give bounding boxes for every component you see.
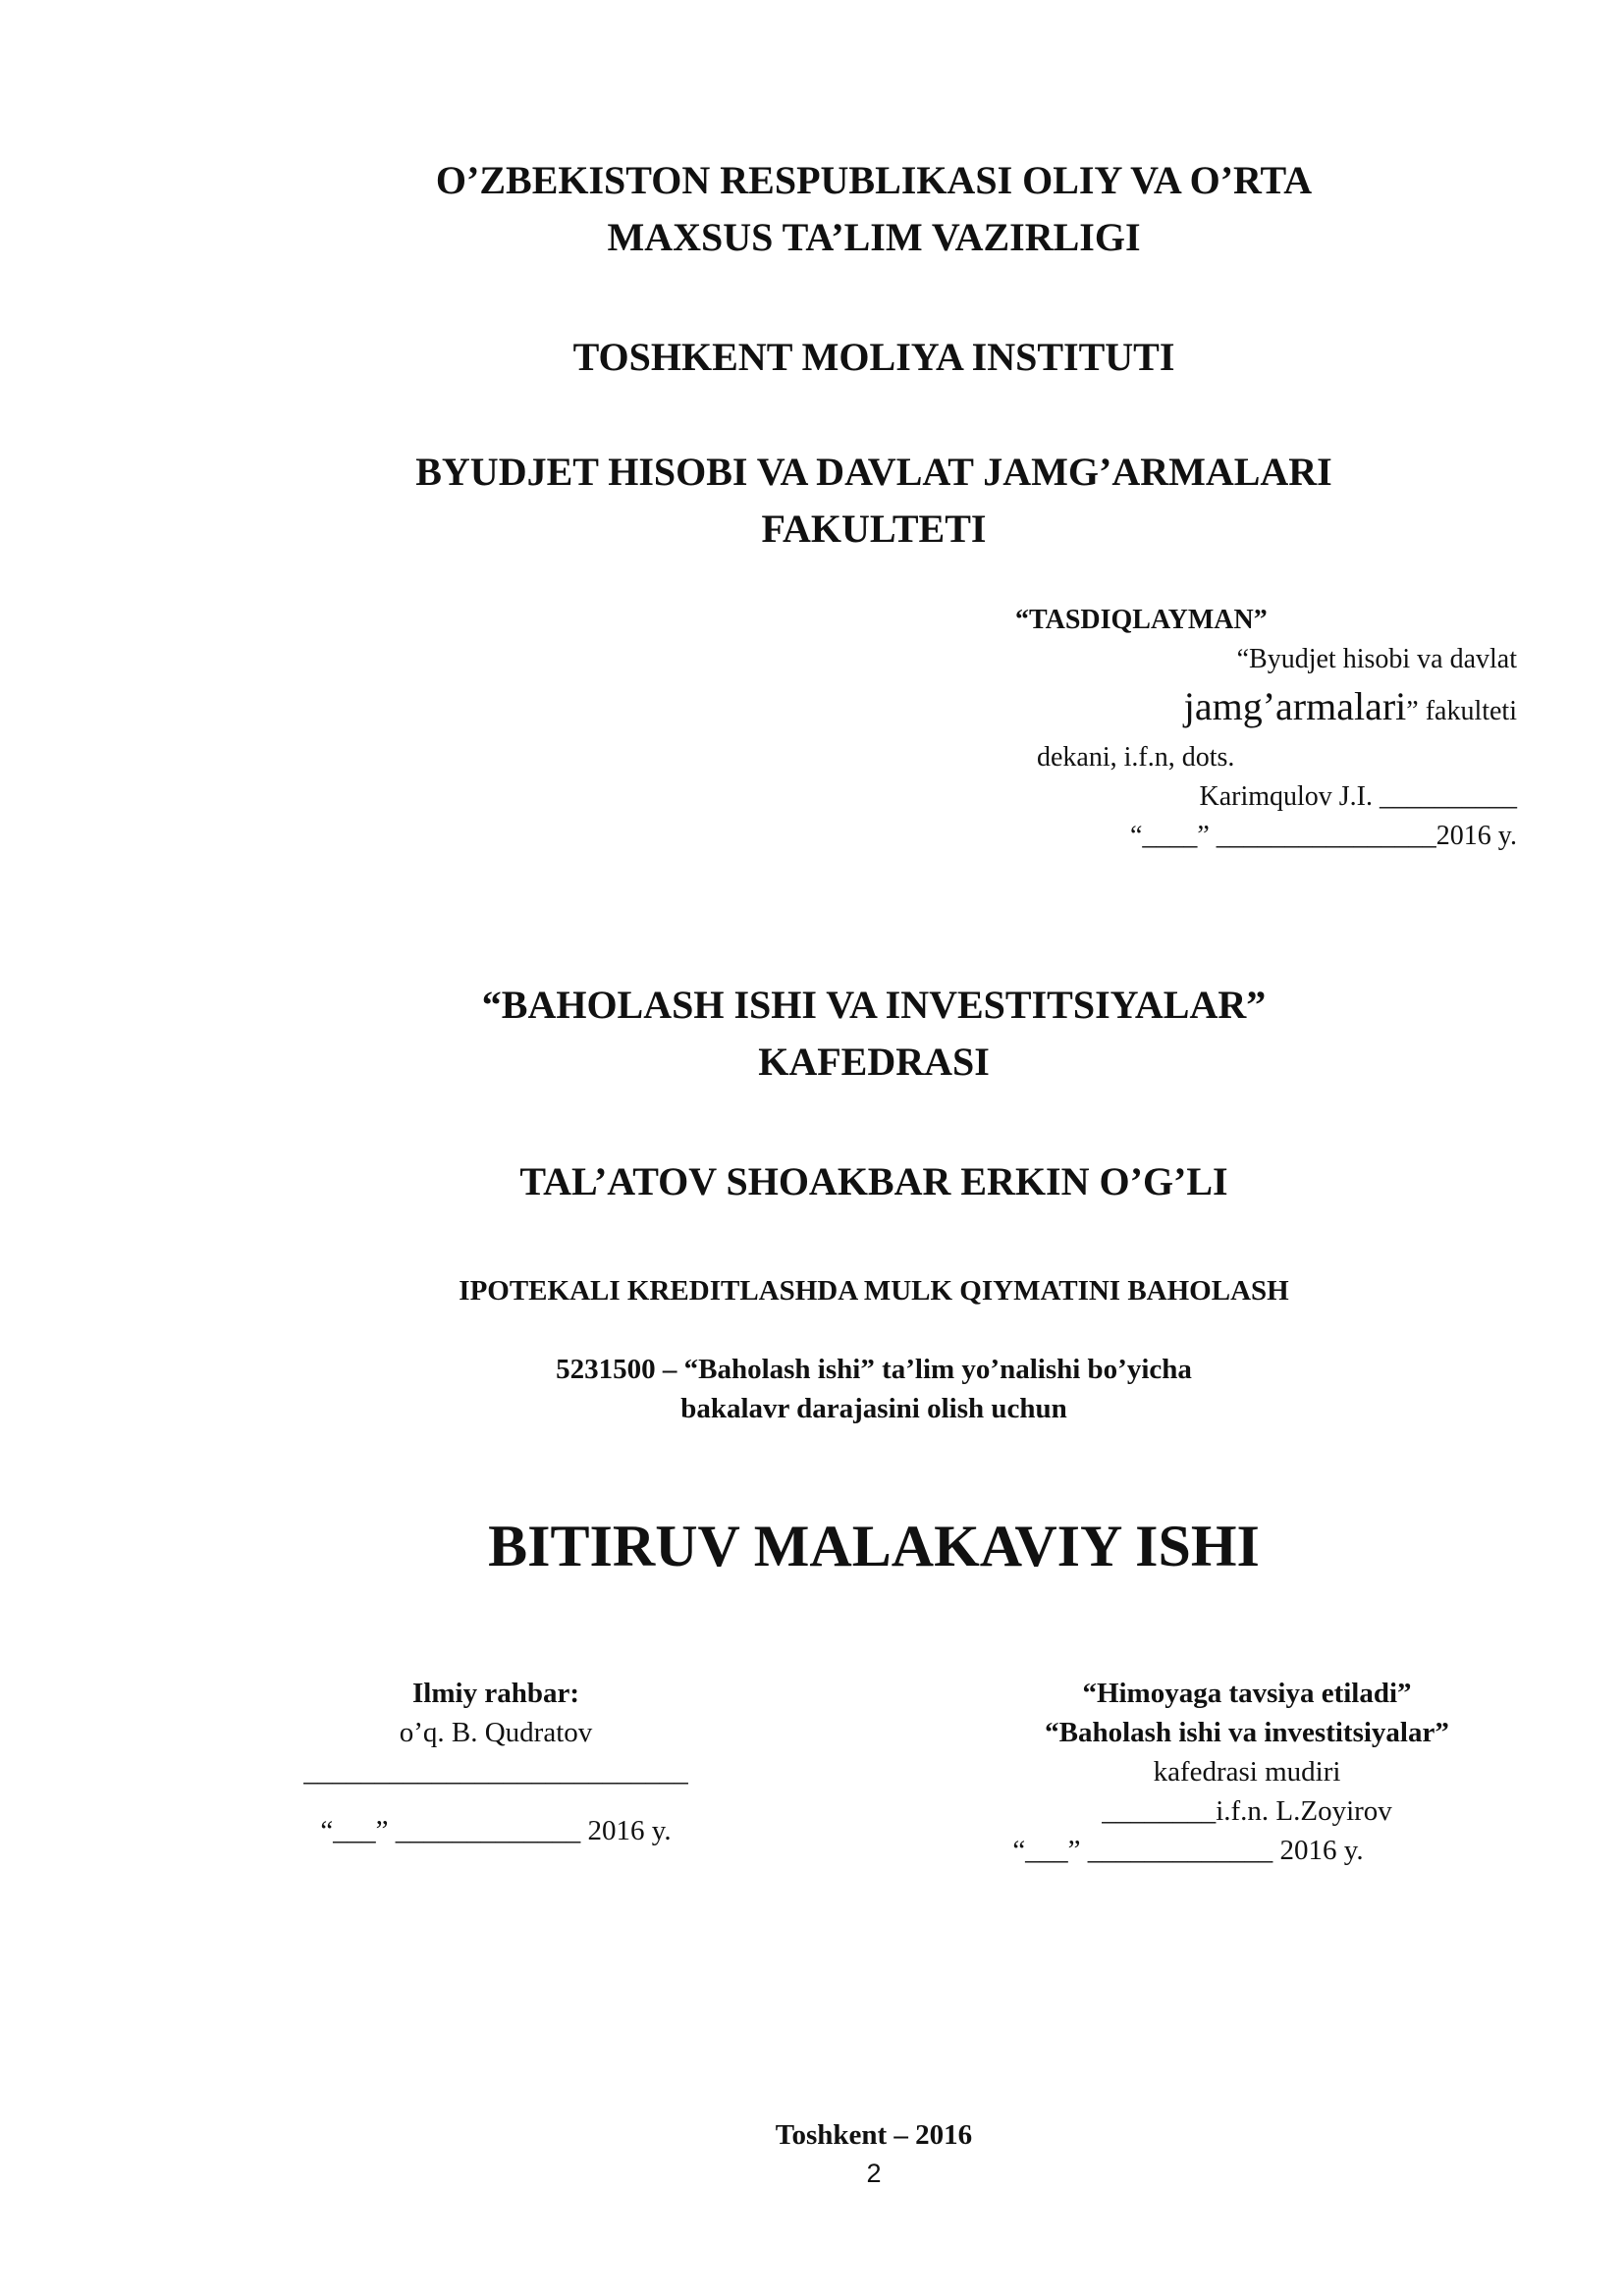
approval-line-2 (1183, 684, 1517, 731)
approval-line-5: “____” ________________2016 y. (1129, 821, 1517, 851)
recommendation-role: kafedrasi mudiri (1153, 1756, 1341, 1788)
supervisor-title: Ilmiy rahbar: (412, 1678, 579, 1709)
recommendation-block (962, 1674, 1532, 1870)
institute-title: TOSHKENT MOLIYA INSTITUTI (572, 335, 1175, 379)
thesis-topic: IPOTEKALI KREDITLASHDA MULK QIYMATINI BAHOLASH (459, 1275, 1289, 1307)
approval-line-4: Karimqulov J.I. __________ (1199, 781, 1517, 812)
place-year: Toshkent – 2016 (775, 2119, 973, 2151)
supervisor-block (275, 1674, 717, 1850)
department-title (295, 977, 1453, 1091)
degree-info (295, 1350, 1453, 1428)
degree-line-1: 5231500 – “Baholash ishi” ta’lim yo’nalishi bo’yicha (556, 1354, 1192, 1385)
approval-line-3: dekani, i.f.n, dots. (1037, 742, 1235, 773)
recommendation-date: “___” _____________ 2016 y. (1012, 1835, 1364, 1866)
degree-line-2: bakalavr darajasini olish uchun (680, 1393, 1067, 1424)
approval-line-2-rest: ” fakulteti (1406, 696, 1517, 726)
supervisor-signature-line: ___________________________ (303, 1756, 688, 1788)
faculty-line-2: FAKULTETI (761, 507, 987, 551)
work-type-title: BITIRUV MALAKAVIY ISHI (488, 1514, 1260, 1578)
faculty-line-1: BYUDJET HISOBI VA DAVLAT JAMG’ARMALARI (415, 450, 1332, 494)
ministry-line-2: MAXSUS TA’LIM VAZIRLIGI (607, 215, 1141, 259)
ministry-line-1: O’ZBEKISTON RESPUBLIKASI OLIY VA O’RTA (435, 158, 1313, 202)
page-number: 2 (866, 2159, 882, 2188)
approval-title: “TASDIQLAYMAN” (1015, 605, 1268, 635)
faculty-title (295, 444, 1453, 558)
recommendation-signature: ________i.f.n. L.Zoyirov (1102, 1795, 1392, 1827)
ministry-title (295, 152, 1453, 266)
approval-block (982, 601, 1517, 866)
student-name: TAL’ATOV SHOAKBAR ERKIN O’G’LI (519, 1159, 1228, 1203)
supervisor-date: “___” _____________ 2016 y. (320, 1815, 672, 1846)
approval-line-1: “Byudjet hisobi va davlat (1236, 644, 1517, 674)
approval-line-2-large: jamg’armalari (1183, 684, 1407, 728)
department-line-1: “BAHOLASH ISHI VA INVESTITSIYALAR” (481, 983, 1267, 1027)
recommendation-title: “Himoyaga tavsiya etiladi” (1082, 1678, 1412, 1709)
recommendation-department: “Baholash ishi va investitsiyalar” (1045, 1717, 1449, 1748)
supervisor-name: o’q. B. Qudratov (399, 1717, 593, 1748)
department-line-2: KAFEDRASI (758, 1040, 990, 1084)
